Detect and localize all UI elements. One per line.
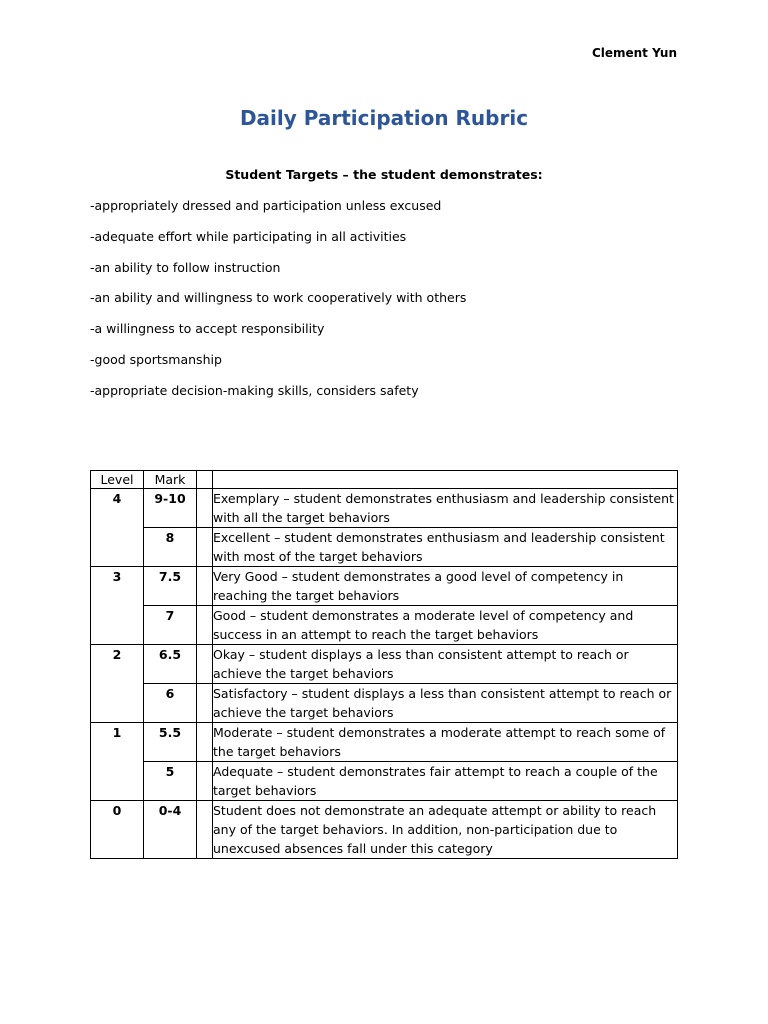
level-cell: 4 [91, 489, 144, 567]
page-title: Daily Participation Rubric [239, 106, 529, 130]
spacer-cell [197, 567, 213, 606]
description-cell: Student does not demonstrate an adequate attempt or ability to reach any of the target behaviors. In addition, non-participation due to unexcused absences fall under this category [213, 801, 678, 859]
spacer-cell [197, 606, 213, 645]
spacer-cell [197, 801, 213, 859]
targets-heading: Student Targets – the student demonstrates: [225, 167, 543, 182]
spacer-cell [197, 684, 213, 723]
rubric-table [90, 470, 678, 859]
description-cell: Satisfactory – student displays a less than consistent attempt to reach or achieve the target behaviors [213, 684, 678, 723]
spacer-cell [197, 471, 213, 489]
table-row [91, 801, 678, 859]
header-mark: Mark [144, 471, 197, 489]
mark-cell: 6.5 [144, 645, 197, 684]
spacer-cell [197, 645, 213, 684]
mark-cell: 5.5 [144, 723, 197, 762]
spacer-cell [197, 489, 213, 528]
level-cell: 2 [91, 645, 144, 723]
spacer-cell [197, 762, 213, 801]
mark-cell: 7 [144, 606, 197, 645]
header-description [213, 471, 678, 489]
target-item: -adequate effort while participating in all activities [90, 228, 407, 244]
mark-cell: 9-10 [144, 489, 197, 528]
mark-cell: 8 [144, 528, 197, 567]
table-header-row [91, 471, 678, 489]
spacer-cell [197, 528, 213, 567]
level-cell: 1 [91, 723, 144, 801]
table-row [91, 684, 678, 723]
target-list [90, 198, 466, 414]
target-item: -appropriately dressed and participation unless excused [90, 198, 442, 213]
target-item: -an ability and willingness to work cooperatively with others [90, 290, 467, 306]
description-cell: Good – student demonstrates a moderate level of competency and success in an attempt to reach the target behaviors [213, 606, 678, 645]
table-row [91, 645, 678, 684]
description-cell: Exemplary – student demonstrates enthusiasm and leadership consistent with all the target behaviors [213, 489, 678, 528]
level-cell: 3 [91, 567, 144, 645]
table-row [91, 606, 678, 645]
table-row [91, 528, 678, 567]
author-name: Clement Yun [591, 46, 677, 60]
table-row [91, 567, 678, 606]
mark-cell: 0-4 [144, 801, 197, 859]
mark-cell: 6 [144, 684, 197, 723]
target-item: -good sportsmanship [90, 351, 222, 367]
level-cell: 0 [91, 801, 144, 859]
mark-cell: 5 [144, 762, 197, 801]
target-item: -an ability to follow instruction [90, 259, 281, 275]
header-level: Level [91, 471, 144, 489]
description-cell: Excellent – student demonstrates enthusiasm and leadership consistent with most of the target behaviors [213, 528, 678, 567]
description-cell: Very Good – student demonstrates a good level of competency in reaching the target behaviors [213, 567, 678, 606]
table-row [91, 762, 678, 801]
target-item: -appropriate decision-making skills, considers safety [90, 382, 419, 398]
table-row [91, 489, 678, 528]
spacer-cell [197, 723, 213, 762]
table-row [91, 723, 678, 762]
description-cell: Okay – student displays a less than consistent attempt to reach or achieve the target behaviors [213, 645, 678, 684]
mark-cell: 7.5 [144, 567, 197, 606]
target-item: -a willingness to accept responsibility [90, 321, 325, 337]
description-cell: Moderate – student demonstrates a moderate attempt to reach some of the target behaviors [213, 723, 678, 762]
description-cell: Adequate – student demonstrates fair attempt to reach a couple of the target behaviors [213, 762, 678, 801]
